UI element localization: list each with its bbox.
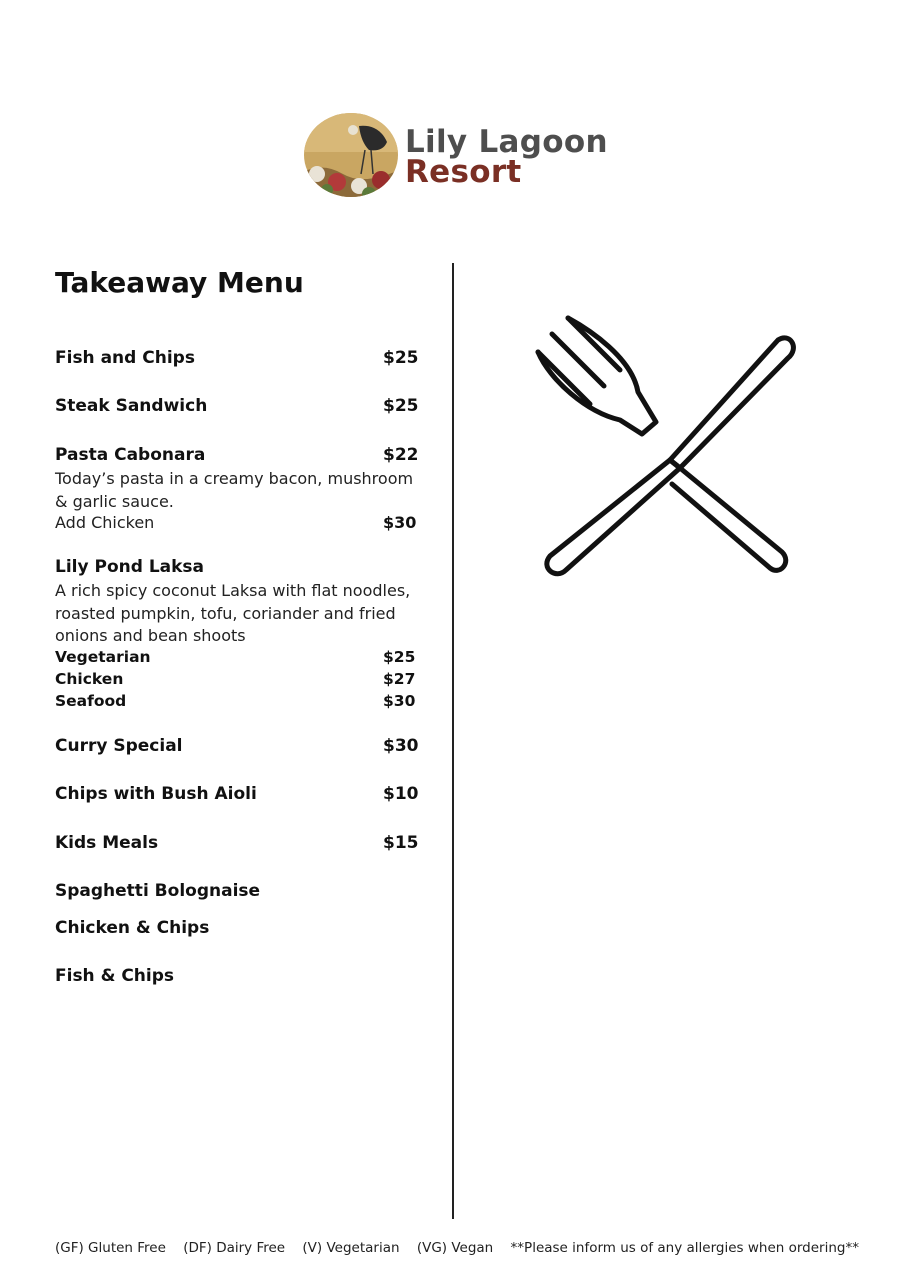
menu-item-kids-meals [55,833,419,853]
menu-item-fish-and-chips [55,348,419,368]
page-title: Takeaway Menu [55,266,304,299]
description-line: A rich spicy coconut Laksa with flat noodles, [55,581,411,600]
brand-name-line2: Resort [405,154,522,190]
fork-and-knife-icon [520,300,810,600]
option-price: $25 [383,648,416,666]
option-label: Chicken [55,670,124,688]
option-label: Fish & Chips [55,966,175,986]
kids-option-spaghetti [55,881,415,901]
allergy-note: **Please inform us of any allergies when ordering** [510,1240,859,1256]
item-name: Chips with Bush Aioli [55,784,257,804]
description-line: Today’s pasta in a creamy bacon, mushroom [55,469,414,488]
option-label: Vegetarian [55,648,151,666]
option-price: $27 [383,670,416,688]
kids-option-fish-chips [55,966,415,986]
item-name: Kids Meals [55,833,159,853]
item-price: $30 [383,736,419,756]
description-line: roasted pumpkin, tofu, coriander and fried [55,603,396,623]
menu-item-curry-special [55,736,419,756]
item-description [55,468,430,513]
addon-price: $30 [383,513,417,532]
description-line: & garlic sauce. [55,491,174,511]
item-price: $25 [383,348,419,368]
legend-gluten-free: (GF) Gluten Free [55,1240,166,1256]
addon-label: Add Chicken [55,513,155,532]
brand-name-line1: Lily Lagoon [405,124,608,160]
item-price: $15 [383,833,419,853]
laksa-option-seafood [55,692,415,710]
option-label: Chicken & Chips [55,918,210,938]
item-description [55,580,430,648]
menu-item-steak-sandwich [55,396,419,416]
description-line: onions and bean shoots [55,626,246,645]
legend-vegetarian: (V) Vegetarian [302,1240,400,1256]
item-name: Curry Special [55,736,183,756]
column-divider [452,263,454,1219]
lily-lagoon-bird-logo-icon [303,112,399,198]
kids-option-chicken-chips [55,918,415,938]
item-price: $22 [383,445,419,465]
legend-dairy-free: (DF) Dairy Free [183,1240,286,1256]
item-name: Lily Pond Laksa [55,557,205,577]
dietary-legend-footer [55,1240,859,1256]
item-name: Pasta Cabonara [55,445,206,465]
item-addon [55,513,415,532]
item-price: $10 [383,784,419,804]
item-name: Fish and Chips [55,348,195,368]
option-label: Seafood [55,692,127,710]
item-price: $25 [383,396,419,416]
option-price: $30 [383,692,416,710]
menu-item-chips-bush-aioli [55,784,419,804]
menu-item-lily-pond-laksa [55,557,415,577]
option-label: Spaghetti Bolognaise [55,881,261,901]
legend-vegan: (VG) Vegan [416,1240,494,1256]
laksa-option-chicken [55,670,415,688]
laksa-option-vegetarian [55,648,415,666]
menu-item-pasta-cabonara [55,445,419,465]
item-name: Steak Sandwich [55,396,208,416]
